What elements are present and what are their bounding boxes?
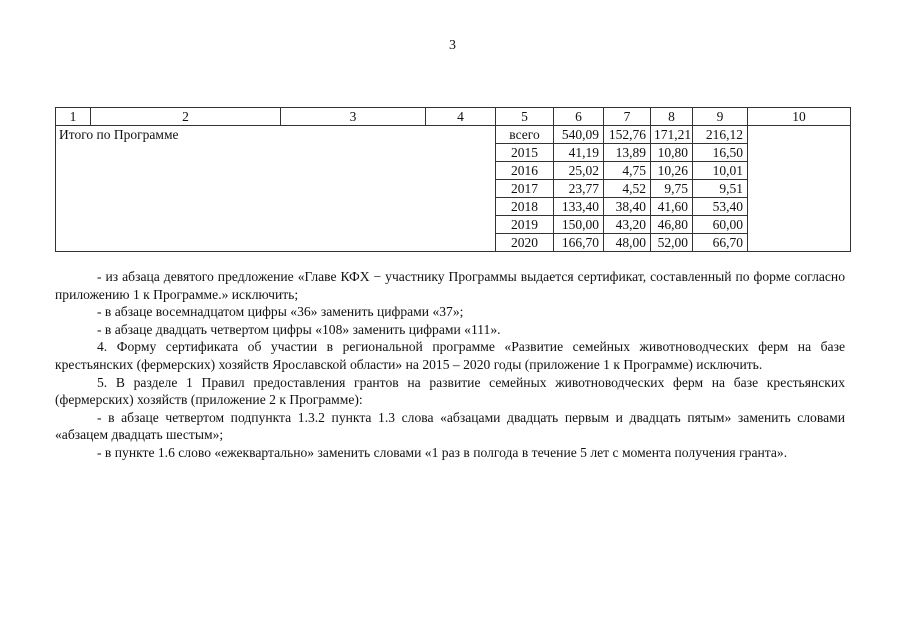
value-cell: 41,60: [651, 198, 693, 216]
value-cell: 38,40: [604, 198, 651, 216]
period-cell: 2016: [496, 162, 554, 180]
page-number: 3: [449, 38, 456, 53]
value-cell: 60,00: [693, 216, 748, 234]
value-cell: 53,40: [693, 198, 748, 216]
header-cell: 1: [56, 108, 91, 126]
table-header-row: [56, 108, 851, 126]
paragraph: - в пункте 1.6 слово «ежеквартально» заменить словами «1 раз в полгода в течение 5 лет с момента получения гранта».: [97, 444, 788, 460]
value-cell: 46,80: [651, 216, 693, 234]
paragraph: - в абзаце двадцать четвертом цифры «108» заменить цифрами «111».: [97, 321, 501, 337]
value-cell: 150,00: [554, 216, 604, 234]
value-cell: 540,09: [554, 126, 604, 144]
value-cell: 4,75: [604, 162, 651, 180]
period-cell: 2019: [496, 216, 554, 234]
program-totals-table: [55, 107, 851, 252]
value-cell: 10,01: [693, 162, 748, 180]
period-cell: всего: [496, 126, 554, 144]
value-cell: 152,76: [604, 126, 651, 144]
period-cell: 2017: [496, 180, 554, 198]
empty-cell: [748, 126, 851, 252]
value-cell: 52,00: [651, 234, 693, 252]
value-cell: 10,80: [651, 144, 693, 162]
value-cell: 171,21: [651, 126, 693, 144]
value-cell: 10,26: [651, 162, 693, 180]
value-cell: 166,70: [554, 234, 604, 252]
row-label: Итого по Программе: [56, 126, 496, 252]
header-cell: 10: [748, 108, 851, 126]
paragraph: 5. В разделе 1 Правил предоставления грантов на развитие семейных животноводческих ферм на базе крестьянских (фермерских) хозяйств (приложение 2 к Программе):: [55, 374, 845, 408]
value-cell: 13,89: [604, 144, 651, 162]
header-cell: 3: [281, 108, 426, 126]
value-cell: 16,50: [693, 144, 748, 162]
value-cell: 133,40: [554, 198, 604, 216]
header-cell: 7: [604, 108, 651, 126]
paragraph: - в абзаце восемнадцатом цифры «36» заменить цифрами «37»;: [97, 304, 464, 320]
value-cell: 48,00: [604, 234, 651, 252]
header-cell: 9: [693, 108, 748, 126]
paragraph: 4. Форму сертификата об участии в региональной программе «Развитие семейных животноводческих ферм на базе крестьянских (фермерских) хозяйств Ярославской области» на 2015 – 2020 годы (приложение 1 к Программе) исключить.: [55, 339, 845, 372]
value-cell: 25,02: [554, 162, 604, 180]
value-cell: 23,77: [554, 180, 604, 198]
period-cell: 2018: [496, 198, 554, 216]
paragraph: - в абзаце четвертом подпункта 1.3.2 пункта 1.3 слова «абзацами двадцать первым и двадцать пятым» заменить словами «абзацем двадцать шестым»;: [55, 409, 845, 443]
header-cell: 5: [496, 108, 554, 126]
header-cell: 4: [426, 108, 496, 126]
value-cell: 9,75: [651, 180, 693, 198]
period-cell: 2015: [496, 144, 554, 162]
value-cell: 9,51: [693, 180, 748, 198]
value-cell: 66,70: [693, 234, 748, 252]
value-cell: 4,52: [604, 180, 651, 198]
header-cell: 6: [554, 108, 604, 126]
header-cell: 2: [91, 108, 281, 126]
value-cell: 216,12: [693, 126, 748, 144]
value-cell: 43,20: [604, 216, 651, 234]
value-cell: 41,19: [554, 144, 604, 162]
paragraph: - из абзаца девятого предложение «Главе КФХ − участнику Программы выдается сертификат, составленный по форме согласно приложению 1 к Программе.» исключить;: [55, 269, 845, 302]
amendment-text: [55, 268, 845, 462]
period-cell: 2020: [496, 234, 554, 252]
table-row: [56, 126, 851, 144]
header-cell: 8: [651, 108, 693, 126]
